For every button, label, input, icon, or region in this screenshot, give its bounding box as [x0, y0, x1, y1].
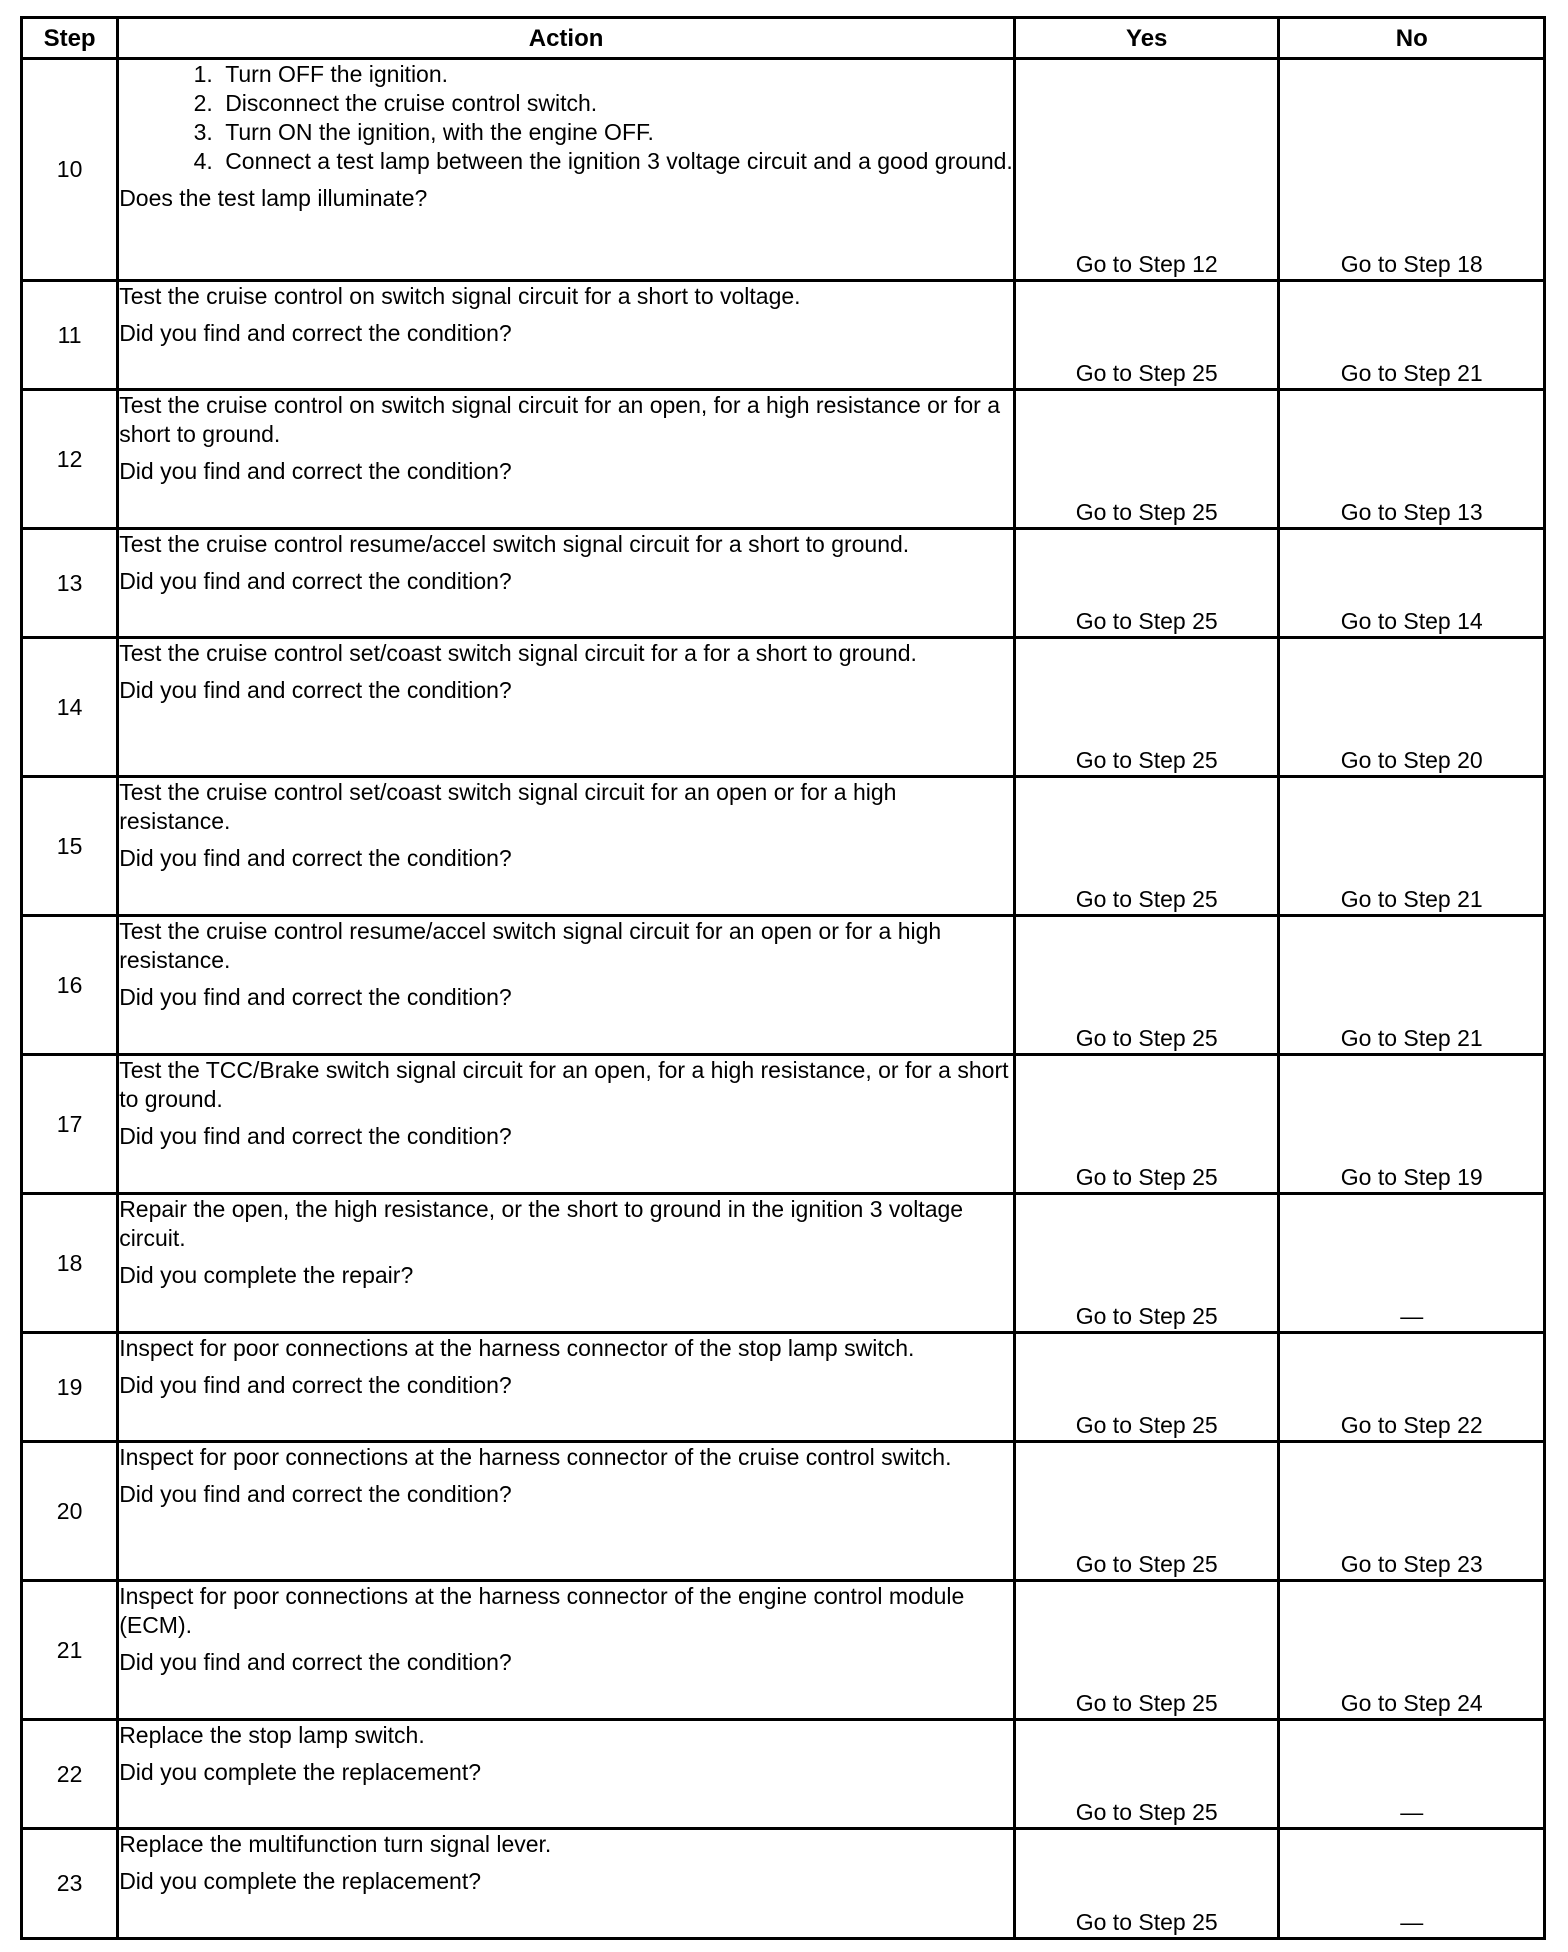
action-cell	[118, 1581, 1015, 1720]
table-row	[22, 1442, 1545, 1581]
question-text: Did you find and correct the condition?	[119, 1123, 512, 1149]
no-result: Go to Step 13	[1279, 390, 1545, 529]
yes-result: Go to Step 25	[1014, 1581, 1279, 1720]
action-cell	[118, 1442, 1015, 1581]
table-row	[22, 529, 1545, 638]
header-no: No	[1279, 18, 1545, 59]
step-number: 17	[22, 1055, 118, 1194]
step-number: 16	[22, 916, 118, 1055]
instruction-text: Inspect for poor connections at the harness connector of the cruise control switch.	[119, 1444, 952, 1470]
yes-result: Go to Step 25	[1014, 1442, 1279, 1581]
question-text: Did you find and correct the condition?	[119, 458, 512, 484]
table-row	[22, 1720, 1545, 1829]
instruction-text: Test the cruise control resume/accel switch signal circuit for a short to ground.	[119, 531, 910, 557]
diagnostic-table	[20, 16, 1546, 1940]
step-number: 12	[22, 390, 118, 529]
action-cell	[118, 1194, 1015, 1333]
instruction-text: Replace the multifunction turn signal lever.	[119, 1831, 552, 1857]
question-text: Did you find and correct the condition?	[119, 845, 512, 871]
step-number: 11	[22, 281, 118, 390]
instruction-text: Inspect for poor connections at the harness connector of the engine control module (ECM).	[119, 1583, 965, 1638]
question-text: Did you find and correct the condition?	[119, 568, 512, 594]
step-number: 22	[22, 1720, 118, 1829]
table-row	[22, 638, 1545, 777]
action-cell	[118, 1055, 1015, 1194]
header-step: Step	[22, 18, 118, 59]
step-number: 20	[22, 1442, 118, 1581]
yes-result: Go to Step 25	[1014, 1829, 1279, 1939]
no-result: Go to Step 20	[1279, 638, 1545, 777]
yes-result: Go to Step 25	[1014, 777, 1279, 916]
instruction-text: Replace the stop lamp switch.	[119, 1722, 425, 1748]
yes-result: Go to Step 25	[1014, 390, 1279, 529]
yes-result: Go to Step 25	[1014, 1720, 1279, 1829]
instruction-text: Test the cruise control on switch signal circuit for a short to voltage.	[119, 283, 801, 309]
question-text: Did you find and correct the condition?	[119, 1649, 512, 1675]
step-number: 15	[22, 777, 118, 916]
step-number: 10	[22, 59, 118, 281]
no-result: Go to Step 21	[1279, 281, 1545, 390]
no-result: Go to Step 21	[1279, 916, 1545, 1055]
table-row	[22, 1829, 1545, 1939]
question-text: Did you find and correct the condition?	[119, 320, 512, 346]
yes-result: Go to Step 25	[1014, 638, 1279, 777]
no-result: Go to Step 14	[1279, 529, 1545, 638]
instruction-text: Inspect for poor connections at the harness connector of the stop lamp switch.	[119, 1335, 915, 1361]
action-cell	[118, 916, 1015, 1055]
table-row	[22, 1581, 1545, 1720]
table-row	[22, 777, 1545, 916]
action-cell	[118, 638, 1015, 777]
no-result: Go to Step 24	[1279, 1581, 1545, 1720]
question-text: Did you complete the replacement?	[119, 1868, 481, 1894]
yes-result: Go to Step 25	[1014, 1194, 1279, 1333]
list-item: 4. Connect a test lamp between the ignition 3 voltage circuit and a good ground.	[219, 147, 1013, 176]
yes-result: Go to Step 25	[1014, 281, 1279, 390]
step-number: 21	[22, 1581, 118, 1720]
instruction-list	[119, 60, 1013, 176]
instruction-text: Test the cruise control set/coast switch signal circuit for a for a short to ground.	[119, 640, 917, 666]
no-result: —	[1279, 1194, 1545, 1333]
list-item: 3. Turn ON the ignition, with the engine OFF.	[219, 118, 1013, 147]
no-result: Go to Step 21	[1279, 777, 1545, 916]
action-cell	[118, 281, 1015, 390]
instruction-text: Test the TCC/Brake switch signal circuit for an open, for a high resistance, or for a short to ground.	[119, 1057, 1009, 1112]
step-number: 19	[22, 1333, 118, 1442]
instruction-text: Test the cruise control set/coast switch signal circuit for an open or for a high resistance.	[119, 779, 897, 834]
instruction-text: Repair the open, the high resistance, or the short to ground in the ignition 3 voltage circuit.	[119, 1196, 964, 1251]
no-result: Go to Step 23	[1279, 1442, 1545, 1581]
no-result: Go to Step 18	[1279, 59, 1545, 281]
question-text: Did you complete the repair?	[119, 1262, 414, 1288]
header-row	[22, 18, 1545, 59]
question-text: Did you find and correct the condition?	[119, 1372, 512, 1398]
action-cell	[118, 59, 1015, 281]
question-text: Did you find and correct the condition?	[119, 677, 512, 703]
step-number: 23	[22, 1829, 118, 1939]
table-row	[22, 281, 1545, 390]
action-cell	[118, 1720, 1015, 1829]
action-cell	[118, 777, 1015, 916]
table-row	[22, 916, 1545, 1055]
table-row	[22, 1055, 1545, 1194]
question-text: Did you find and correct the condition?	[119, 984, 512, 1010]
no-result: —	[1279, 1720, 1545, 1829]
list-item: 1. Turn OFF the ignition.	[219, 60, 1013, 89]
step-number: 13	[22, 529, 118, 638]
table-row	[22, 1333, 1545, 1442]
yes-result: Go to Step 25	[1014, 916, 1279, 1055]
question-text: Does the test lamp illuminate?	[119, 185, 428, 211]
instruction-text: Test the cruise control on switch signal circuit for an open, for a high resistance or for a short to ground.	[119, 392, 1001, 447]
step-number: 18	[22, 1194, 118, 1333]
action-cell	[118, 1333, 1015, 1442]
table-row	[22, 59, 1545, 281]
table-row	[22, 390, 1545, 529]
question-text: Did you find and correct the condition?	[119, 1481, 512, 1507]
no-result: Go to Step 19	[1279, 1055, 1545, 1194]
no-result: —	[1279, 1829, 1545, 1939]
header-yes: Yes	[1014, 18, 1279, 59]
no-result: Go to Step 22	[1279, 1333, 1545, 1442]
table-row	[22, 1194, 1545, 1333]
instruction-text: Test the cruise control resume/accel switch signal circuit for an open or for a high resistance.	[119, 918, 942, 973]
header-action: Action	[118, 18, 1015, 59]
yes-result: Go to Step 25	[1014, 1055, 1279, 1194]
action-cell	[118, 1829, 1015, 1939]
yes-result: Go to Step 12	[1014, 59, 1279, 281]
step-number: 14	[22, 638, 118, 777]
action-cell	[118, 390, 1015, 529]
yes-result: Go to Step 25	[1014, 529, 1279, 638]
question-text: Did you complete the replacement?	[119, 1759, 481, 1785]
yes-result: Go to Step 25	[1014, 1333, 1279, 1442]
list-item: 2. Disconnect the cruise control switch.	[219, 89, 1013, 118]
action-cell	[118, 529, 1015, 638]
